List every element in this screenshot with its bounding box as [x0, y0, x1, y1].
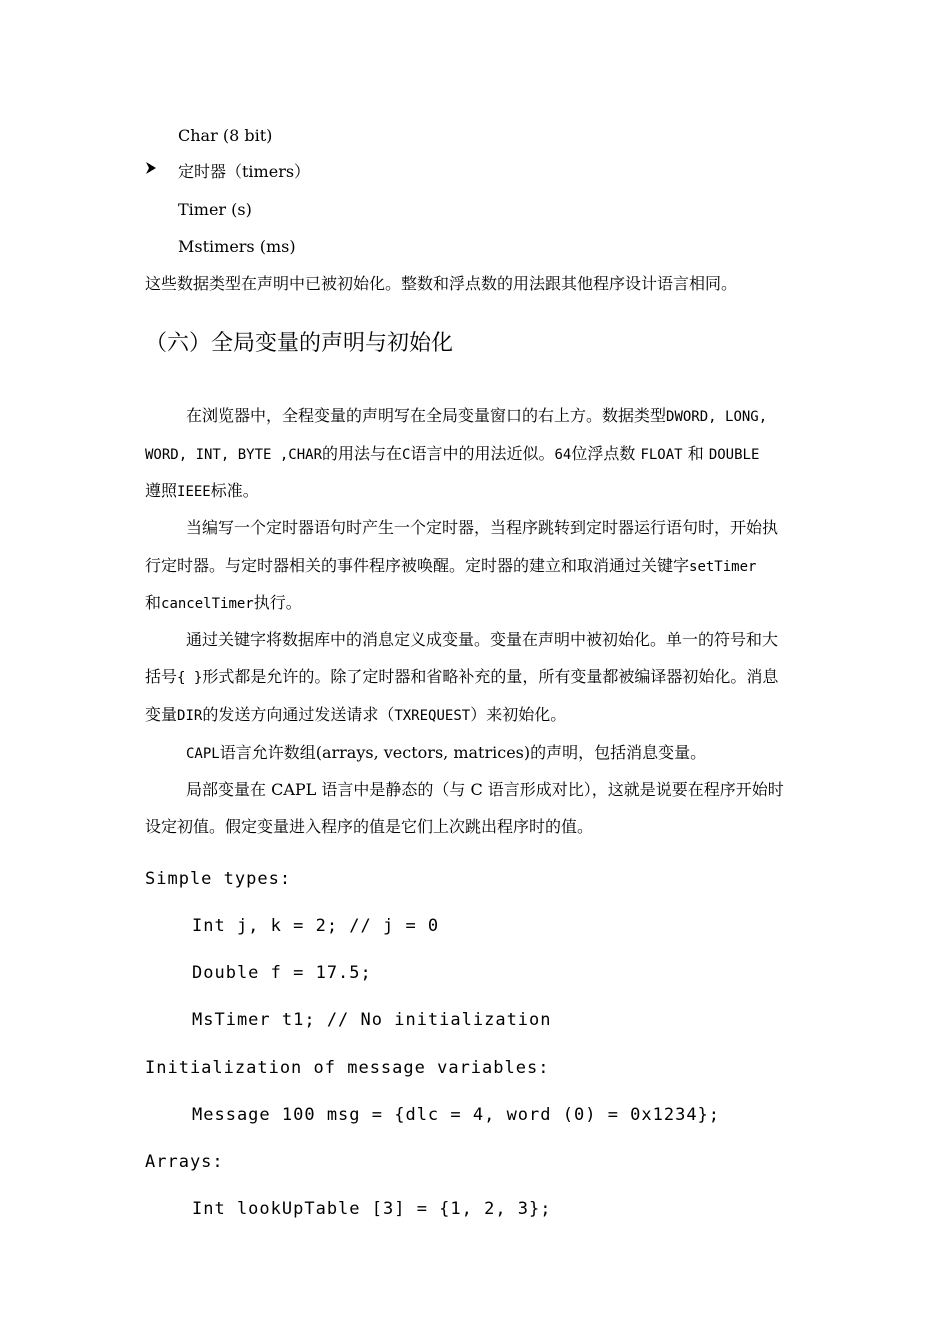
para2-text: 行定时器。与定时器相关的事件程序被唤醒。定时器的建立和取消通过关键字 — [145, 556, 690, 575]
type-mstimers: Mstimers (ms) — [178, 237, 296, 256]
type-char: Char (8 bit) — [178, 126, 273, 145]
para5-line1: 局部变量在 CAPL 语言中是静态的（与 C 语言形成对比），这就是说要在程序开始时 — [186, 780, 784, 799]
para1-text-6: 标准。 — [210, 481, 259, 500]
para1-types-2: WORD, INT, BYTE ,CHAR — [145, 447, 323, 463]
code-msg-line1: Message 100 msg = {dlc = 4, word (0) = 0x1234}; — [192, 1105, 721, 1125]
para2-canceltimer: cancelTimer — [161, 596, 254, 612]
para3-braces: { } — [177, 670, 203, 686]
para4-capl: CAPL — [186, 746, 220, 762]
code-simple-line1: Int j, k = 2; // j = 0 — [192, 916, 440, 936]
para3-line1: 通过关键字将数据库中的消息定义成变量。变量在声明中被初始化。单一的符号和大 — [186, 630, 779, 649]
para1-line3 — [145, 481, 259, 502]
code-simple-line3: MsTimer t1; // No initialization — [192, 1010, 552, 1030]
code-simple-label: Simple types: — [145, 869, 292, 889]
para3-line2 — [145, 667, 778, 688]
para3-text-4: 的发送方向通过发送请求（ — [202, 705, 395, 724]
para1-text-5: 遵照 — [145, 481, 178, 500]
code-simple-line2: Double f = 17.5; — [192, 963, 372, 983]
timers-heading: 定时器（timers） — [178, 162, 311, 181]
para2-line3 — [145, 593, 302, 614]
para2-line2 — [145, 556, 756, 577]
para1-64: 64 — [554, 447, 572, 463]
para3-text-2: 形式都是允许的。除了定时器和省略补充的量，所有变量都被编译器初始化。消息 — [202, 667, 779, 686]
para1-text-3: 语言中的用法近似。 — [410, 444, 555, 463]
para1-c: C — [402, 447, 411, 463]
para1-ieee: IEEE — [177, 484, 211, 500]
para3-txrequest: TXREQUEST — [394, 708, 471, 724]
para3-text-3: 变量 — [145, 705, 178, 724]
para1-types: DWORD, LONG, — [666, 409, 768, 425]
section-title: （六）全局变量的声明与初始化 — [145, 331, 454, 356]
para3-line3 — [145, 705, 566, 726]
arrowhead-bullet-icon — [145, 161, 157, 181]
para1-float: FLOAT — [640, 447, 683, 463]
para2-settimer: setTimer — [689, 559, 757, 575]
para1-and: 和 — [687, 444, 704, 463]
para1-text-2: 的用法与在 — [322, 444, 403, 463]
para1-text: 在浏览器中，全程变量的声明写在全局变量窗口的右上方。数据类型 — [186, 406, 667, 425]
code-arrays-label: Arrays: — [145, 1152, 224, 1172]
para2-text-3: 执行。 — [253, 593, 302, 612]
para2-line1: 当编写一个定时器语句时产生一个定时器，当程序跳转到定时器运行语句时，开始执 — [186, 518, 779, 537]
para4-text: 语言允许数组(arrays, vectors, matrices)的声明，包括消息变量。 — [219, 743, 707, 762]
code-msg-label: Initialization of message variables: — [145, 1058, 550, 1078]
summary-text: 这些数据类型在声明中已被初始化。整数和浮点数的用法跟其他程序设计语言相同。 — [145, 274, 738, 293]
para3-text: 括号 — [145, 667, 178, 686]
para1-double: DOUBLE — [708, 447, 760, 463]
para1-line2 — [145, 444, 759, 465]
code-arrays-line1: Int lookUpTable [3] = {1, 2, 3}; — [192, 1199, 552, 1219]
para3-dir: DIR — [177, 708, 203, 724]
para2-text-2: 和 — [145, 593, 162, 612]
para1-line1 — [186, 406, 767, 427]
para3-text-5: ）来初始化。 — [470, 705, 567, 724]
type-timer: Timer (s) — [178, 200, 252, 219]
para1-text-4: 位浮点数 — [571, 444, 636, 463]
para4-line1 — [186, 743, 706, 764]
para5-line2: 设定初值。假定变量进入程序的值是它们上次跳出程序时的值。 — [145, 817, 594, 836]
